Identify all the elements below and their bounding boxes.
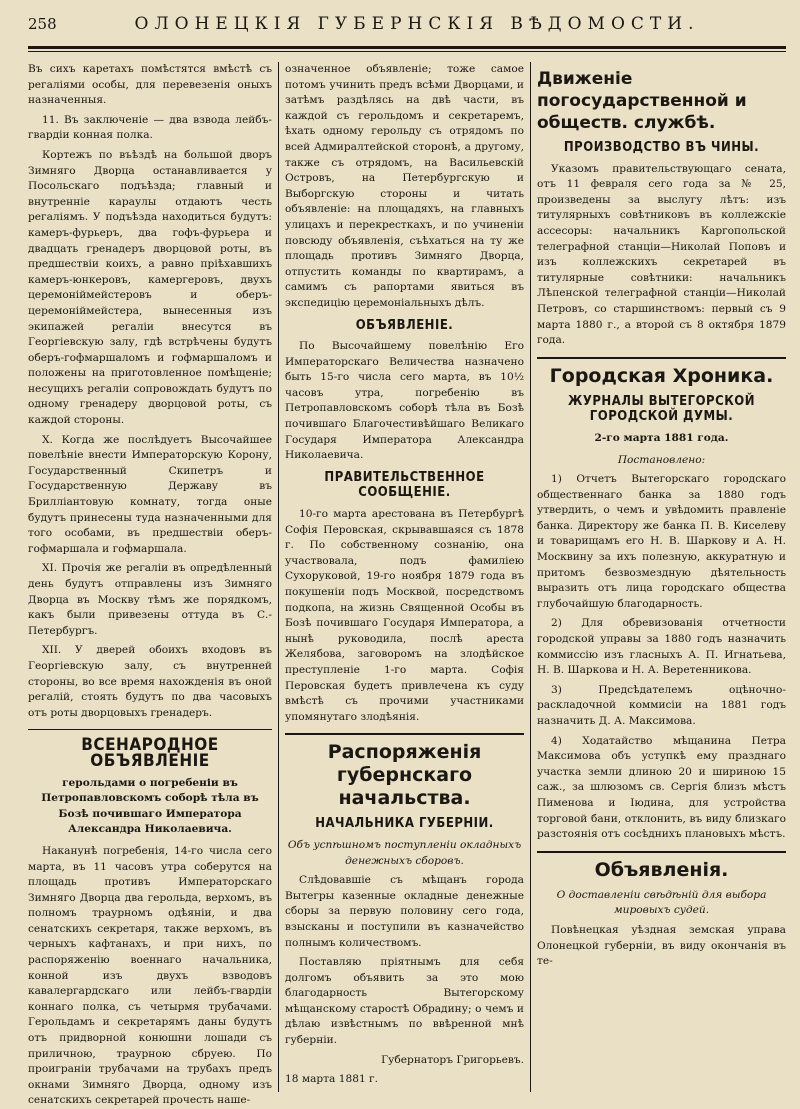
section-heading: Городская Хроника. [549,364,774,387]
section-heading: Движеніе погосударственной и обществ. службѣ. [537,69,747,133]
column-3 [530,62,786,1092]
paragraph: Поставляю пріятнымъ для себя долгомъ объявить за это мою благодарность Вытегорскому мѣщанскому старостѣ Обрадину; о чемъ и дѣлаю извѣстнымъ по ввѣренной мнѣ губерніи. [285,956,524,1047]
paragraph: 11. Въ заключеніе — два взвода лейбъ-гвардіи конная полка. [28,113,272,142]
italic-subheading: Объ успѣшномъ поступленіи окладныхъ денежныхъ сборовъ. [287,838,522,867]
page-number: 258 [28,15,57,33]
paragraph: Указомъ правительствующаго сената, отъ 11 февраля сего года за № 25, произведены за выслугу лѣтъ: изъ титулярныхъ совѣтниковъ въ коллежскіе ассесоры: начальникъ Каргопольской телеграфной станціи—Николай Поповъ и изъ коллежскихъ секретарей въ титулярные совѣтники: начальникъ Лѣпенской телеграфной станціи—Николай Петровъ, со старшинствомъ: первый съ 9 марта 1880 г., а второй съ 8 октября 1879 года. [537,162,786,347]
header-rule-thin [28,51,786,52]
section-heading: НАЧАЛЬНИКА ГУБЕРНІИ. [315,816,494,832]
section-subheading: герольдами о погребеніи въ Петропавловскомъ соборѣ тѣла въ Бозѣ почившаго Императора Александра Николаевича. [41,776,259,836]
column-1 [28,62,278,1107]
section-divider [28,729,272,730]
section-divider [285,733,524,735]
section-heading: ПРАВИТЕЛЬСТВЕННОЕ СООБЩЕНІЕ. [324,469,485,501]
paragraph: Наканунѣ погребенія, 14-го числа сего марта, въ 11 часовъ утра соберутся на площадь противъ Императорскаго Зимняго Дворца два герольда, верхомъ, въ полномъ траурномъ одѣяніи, и два сенатскихъ секретаря, также верхомъ, въ черныхъ кафтанахъ, и при нихъ, по распоряженію военнаго начальника, конной изъ двухъ взводовъ кавалергардскаго или лейбъ-гвардіи коннаго полка, съ четырмя трубачами. Герольдамъ и секретарямъ даны будутъ отъ придворной конюшни лошади съ приличною, траурною сбруею. По проиграніи трубачами на трубахъ предъ окнами Зимняго Дворца, одному изъ сенатскихъ секретарей прочесть наше- [28,844,272,1107]
paragraph: Слѣдовавшіе съ мѣщанъ города Вытегры казенные окладные денежные сборы за первую половину сего года, взысканы и поступили въ казначейство полнымъ количествомъ. [285,874,524,949]
paragraph: 2) Для обревизованія отчетности городской управы за 1880 годъ назначить коммиссію изъ гласныхъ А. П. Игнатьева, Н. В. Шаркова и Н. А. Веретенникова. [537,617,786,677]
session-date: 2-го марта 1881 года. [594,431,729,444]
paragraph: XI. Прочія же регаліи въ опредѣленный день будутъ отправлены изъ Зимняго Дворца въ Москву тѣмъ же порядкомъ, какъ были привезены оттуда въ С.-Петербургъ. [28,562,272,637]
resolved-label: Постановлено: [617,453,706,466]
paragraph: 10-го марта арестована въ Петербургѣ Софія Перовская, скрывавшаяся съ 1878 г. По собственному сознанію, она участвовала, подъ фамиліею Сухоруковой, 19-го ноября 1879 года въ покушеніи подъ Москвой, посредствомъ подкопа, на жизнь Священной Особы въ Бозѣ почившаго Государя Императора, а нынѣ руководила, послѣ ареста Желябова, заговоромъ на злодѣйское преступленіе 1-го марта. Софія Перовская будетъ привлечена къ суду вмѣстѣ съ прочими участниками упомянутаго злодѣянія. [285,508,524,723]
paragraph: Повѣнецкая уѣздная земская управа Олонецкой губерніи, въ виду окончанія въ те- [537,923,786,968]
section-heading: ЖУРНАЛЫ ВЫТЕГОРСКОЙ ГОРОДСКОЙ ДУМЫ. [568,393,755,425]
section-heading: ОБЪЯВЛЕНІЕ. [355,317,454,333]
paragraph: 1) Отчетъ Вытегорскаго городскаго общественнаго банка за 1880 годъ утвердить, о чемъ и увѣдомить правленіе банка. Директору же банка П. В. Киселеву и товарищамъ его Н. В. Шаркову и А. Н. Москвину за ихъ полезную, аккуратную и притомъ безвозмездную дѣятельность выразить отъ лица городскаго общества глубочайшую благодарность. [537,473,786,610]
section-heading: Объявленія. [594,858,729,881]
masthead [28,14,786,42]
paragraph: XII. У дверей обоихъ входовъ въ Георгіевскую залу, съ внутренней стороны, во все время нахожденія въ оной регалій, стоять будутъ по два часовыхъ отъ роты дворцовыхъ гренадеръ. [28,644,272,719]
paragraph: 3) Предсѣдателемъ оцѣночно-раскладочной коммисіи на 1881 годъ назначить Д. А. Максимова. [537,683,786,727]
section-heading: Распоряженія губернскаго начальства. [327,741,482,810]
paragraph: X. Когда же послѣдуетъ Высочайшее повелѣніе внести Императорскую Корону, Государственный Скипетръ и Государственную Державу въ Брилліантовую комнату, тогда оные будутъ принесены туда назначенными для того особами, въ предшествіи оберъ-гофмаршала и гофмаршала. [28,433,272,555]
signature: Губернаторъ Григорьевъ. [381,1053,524,1066]
paragraph: Кортежъ по въѣздѣ на большой дворъ Зимняго Дворца останавливается у Посольскаго подъѣзда; главный и внутренніе караулы отдаютъ честь регаліямъ. У подъѣзда находиться будутъ: камеръ-фурьеръ, два гофъ-фурьера и двадцать гренадеръ дворцовой роты, въ предшествіи коихъ, а равно пріѣхавшихъ камеръ-юнкеровъ, камергеровъ, двухъ церемоніймейстеровъ и оберъ-церемоніймейстера, вынесенныя изъ экипажей регаліи внесутся въ Георгіевскую залу, гдѣ встрѣчены будутъ оберъ-гофмаршаломъ и гофмаршаломъ и положены на приготовленное помѣщеніе; несущихъ регаліи сопровождать будутъ по одному гренадеру дворцовой роты, съ каждой стороны. [28,148,272,427]
paragraph: Въ сихъ каретахъ помѣстятся вмѣстѣ съ регаліями особы, для перевезенія оныхъ назначенныя. [28,63,272,107]
header-rule [28,46,786,49]
date-line: 18 марта 1881 г. [285,1073,378,1086]
columns [28,62,786,1107]
italic-subheading: О доставленіи свѣдѣній для выбора мировыхъ судей. [556,888,767,917]
section-divider [537,357,786,359]
paragraph: означенное объявленіе; тоже самое потомъ учинить предъ всѣми Дворцами, и затѣмъ раздѣлясь на двѣ части, въ каждой съ герольдомъ и секретаремъ, ѣхать одному герольду съ отрядомъ по всей Адмиралтейской сторонѣ, а другому, также съ отрядомъ, на Васильевскій Островъ, на Петербургскую и Выборгскую стороны и читать объявленіе: на площадяхъ, на главныхъ улицахъ и перекресткахъ, и по учиненіи повсюду объявленія, съѣхаться на ту же площадь противъ Зимняго Дворца, отпустить команды по квартирамъ, а самимъ съ рапортами явиться въ экспедицію церемоніальныхъ дѣлъ. [285,63,524,309]
newspaper-title: ОЛОНЕЦКІЯ ГУБЕРНСКІЯ ВѢДОМОСТИ. [134,14,700,34]
section-heading: ВСЕНАРОДНОЕ ОБЪЯВЛЕНІЕ [81,735,219,771]
column-2 [278,62,530,1092]
paragraph: По Высочайшему повелѣнію Его Императорскаго Величества назначено быть 15-го числа сего марта, въ 10½ часовъ утра, погребенію въ Петропавловскомъ соборѣ тѣла въ Бозѣ почившаго Благочестивѣйшаго Великаго Государя Императора Александра Николаевича. [285,340,524,462]
paragraph: 4) Ходатайство мѣщанина Петра Максимова объ уступкѣ ему празднаго участка земли длиною 20 и шириною 15 саж., за шлюзомъ св. Сергія близъ мѣстъ Пименова и Іюдина, для устройства торговой бани, отклонить, въ виду близкаго разстоянія отъ сосѣднихъ плановыхъ мѣстъ. [537,734,786,841]
section-heading: ПРОИЗВОДСТВО ВЪ ЧИНЫ. [563,140,760,155]
section-divider [537,851,786,853]
